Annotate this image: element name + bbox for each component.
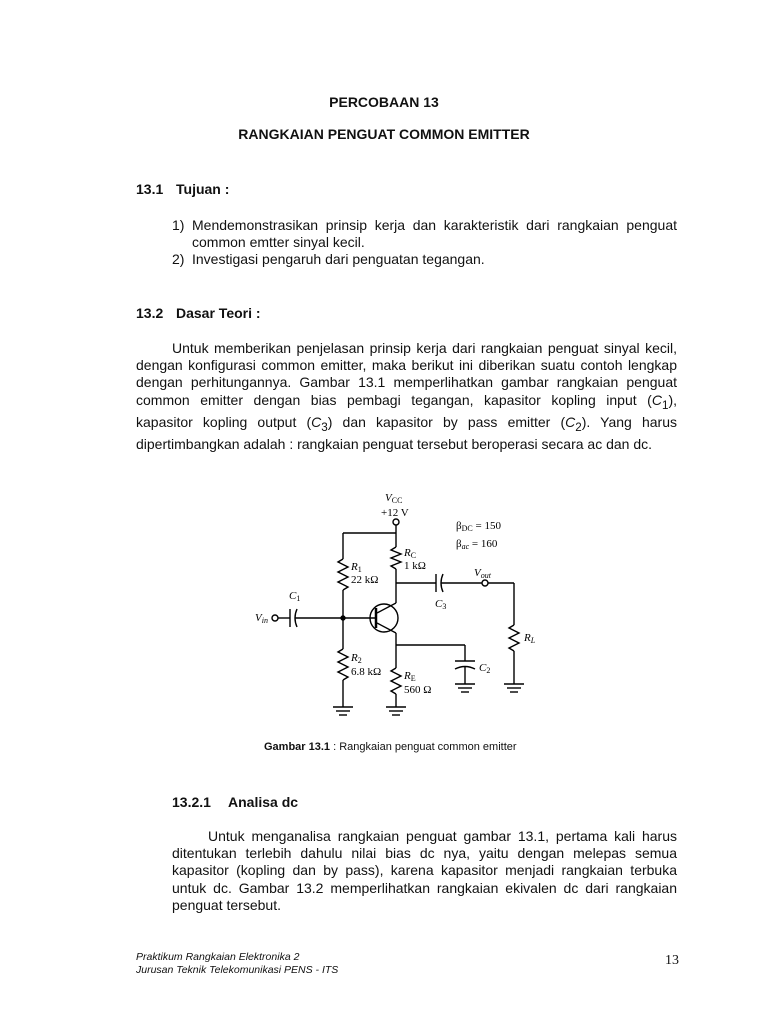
list-item-text: Mendemonstrasikan prinsip kerja dan karakteristik dari rangkaian penguat common emtter sinyal kecil.: [192, 217, 677, 250]
list-item-number: 1): [172, 217, 185, 233]
beta-ac-label: βac = 160: [456, 538, 498, 551]
r2-label: R2: [351, 652, 362, 665]
list-item: [172, 251, 677, 268]
c3-label: C3: [435, 598, 447, 611]
list-item: [172, 217, 677, 251]
footer-department: Jurusan Teknik Telekomunikasi PENS - ITS: [136, 964, 339, 976]
rl-label: RL: [524, 632, 536, 645]
footer-course: Praktikum Rangkaian Elektronika 2: [136, 951, 300, 963]
subsection-title: Analisa dc: [228, 794, 299, 810]
section-heading-tujuan: [136, 181, 229, 197]
vin-label: Vin: [255, 612, 268, 625]
rc-label: RC: [404, 547, 417, 560]
figure-caption-number: Gambar 13.1: [264, 741, 331, 753]
beta-dc-label: βDC = 150: [456, 520, 501, 533]
page-subtitle: RANGKAIAN PENGUAT COMMON EMITTER: [238, 126, 530, 142]
r2-value: 6.8 kΩ: [351, 666, 382, 678]
page-number: 13: [665, 953, 679, 968]
figure-caption-text: : Rangkaian penguat common emitter: [330, 741, 517, 753]
c2-label: C2: [479, 662, 491, 675]
re-value: 560 Ω: [404, 684, 432, 696]
vcc-value: +12 V: [381, 507, 409, 519]
section-title: Tujuan :: [176, 181, 230, 197]
figure-caption: [264, 741, 517, 753]
section-heading-dasar-teori: [136, 305, 261, 321]
re-label: RE: [404, 670, 416, 683]
vcc-label: VCC: [385, 492, 403, 505]
section-number: 13.2: [136, 305, 164, 321]
common-emitter-circuit-diagram: [250, 485, 540, 725]
objectives-list: [172, 217, 677, 268]
rc-value: 1 kΩ: [404, 560, 426, 572]
c1-label: C1: [289, 590, 301, 603]
section-title: Dasar Teori :: [176, 305, 261, 321]
subsection-number: 13.2.1: [172, 794, 211, 810]
subsection-heading-analisa-dc: [172, 794, 298, 810]
r1-value: 22 kΩ: [351, 574, 379, 586]
dc-analysis-paragraph: Untuk menganalisa rangkaian penguat gambar 13.1, pertama kali harus ditentukan terlebih dahulu nilai bias dc nya, yaitu dengan melepas semua kapasitor (kopling dan by pass), karena kapasitor menjadi rangkaian terbuka untuk dc. Gambar 13.2 memperlihatkan rangkaian ekivalen dc dari rangkaian penguat tersebut.: [172, 828, 677, 913]
list-item-number: 2): [172, 251, 185, 267]
list-item-text: Investigasi pengaruh dari penguatan tegangan.: [192, 251, 485, 267]
vout-label: Vout: [474, 567, 491, 580]
r1-label: R1: [351, 561, 362, 574]
section-number: 13.1: [136, 181, 164, 197]
page-title: PERCOBAAN 13: [329, 94, 439, 110]
theory-paragraph: Untuk memberikan penjelasan prinsip kerja dari rangkaian penguat sinyal kecil, dengan konfigurasi common emitter, maka berikut ini diberikan suatu contoh lengkap dengan perhitungannya. Gambar 13.1 memperlihatkan gambar rangkaian penguat common emitter dengan bias pembagi tegangan, kapasitor kopling input $(C_1)$, kapasitor kopling output $(C_3)$ dan kapasitor by pass emitter $(C_2)$. Yang harus dipertimbangkan adalah : rangkaian penguat tersebut beroperasi secara ac dan dc.: [136, 340, 677, 452]
